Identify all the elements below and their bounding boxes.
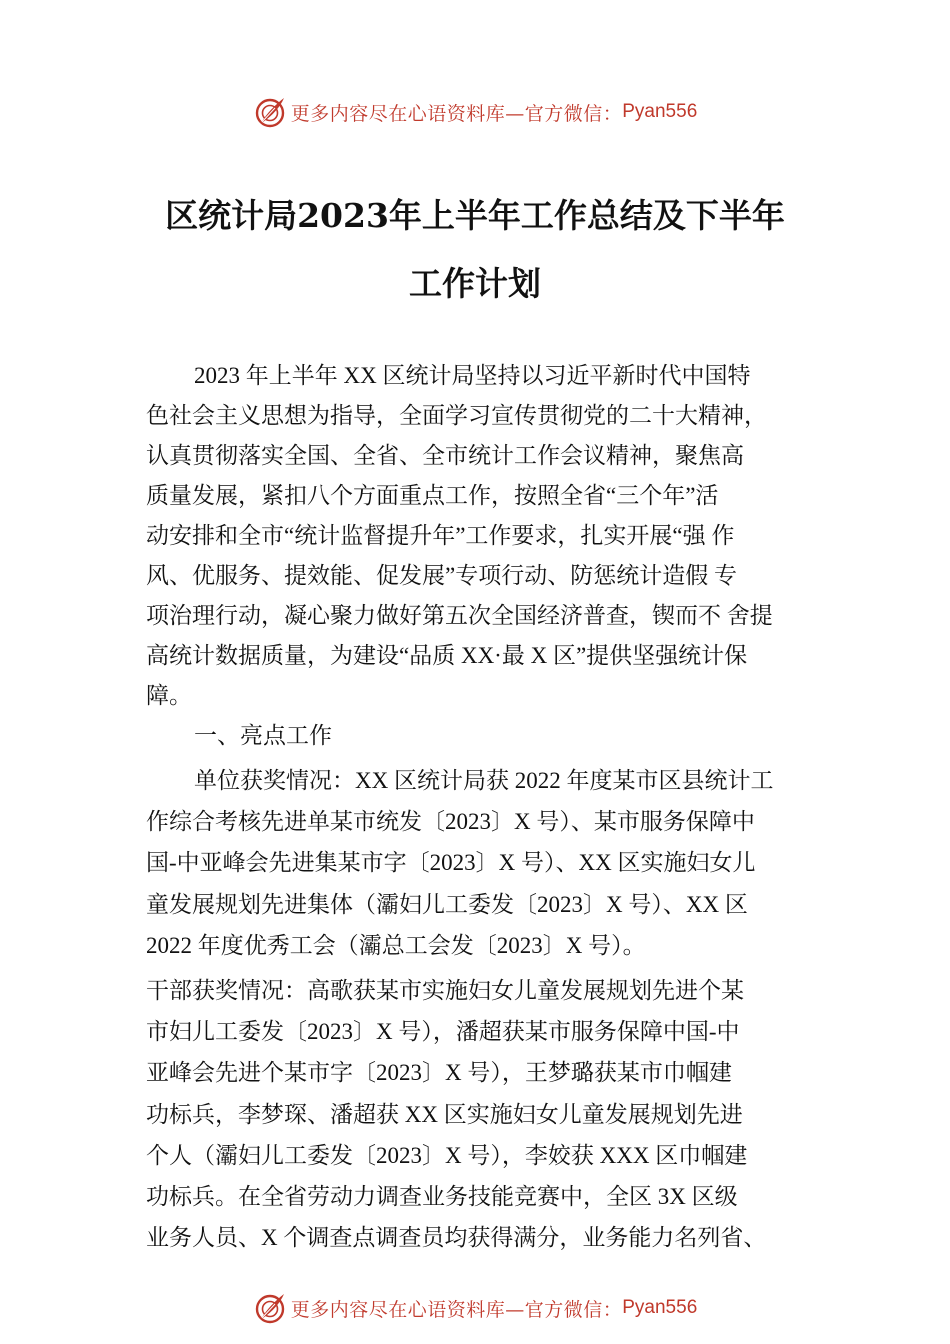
quill-logo-icon (253, 95, 287, 129)
text-line: 干部获奖情况：高歌获某市实施妇女儿童发展规划先进个某 (146, 978, 744, 1003)
footer-banner (0, 1288, 950, 1328)
text-line: 质量发展，紧扣八个方面重点工作，按照全省“三个年”活 (146, 483, 719, 508)
text-line: 功标兵，李梦琛、潘超获 XX 区实施妇女儿童发展规划先进 (146, 1101, 743, 1127)
text-line: 高统计数据质量，为建设“品质 XX·最 X 区”提供坚强统计保 (146, 643, 748, 668)
header-banner (0, 92, 950, 132)
quill-logo-icon (253, 1291, 287, 1325)
banner-text: 更多内容尽在心语资料库—官方微信： (290, 102, 623, 125)
text-line: 认真贯彻落实全国、全省、全市统计工作会议精神，聚焦高 (146, 443, 744, 468)
text-line: 童发展规划先进集体（灞妇儿工委发〔2023〕X 号）、XX 区 (146, 891, 748, 917)
text-line: 动安排和全市“统计监督提升年”工作要求，扎实开展“强 作 (146, 523, 735, 548)
document-title-line-2: 工作计划 (409, 264, 541, 303)
paragraph-intro (146, 356, 846, 756)
document-title-line-1: 区统计局2023年上半年工作总结及下半年 (165, 196, 785, 235)
section-heading: 一、亮点工作 (194, 723, 332, 748)
text-line: 市妇儿工委发〔2023〕X 号），潘超获某市服务保障中国-中 (146, 1019, 740, 1045)
text-line: 色社会主义思想为指导，全面学习宣传贯彻党的二十大精神， (146, 403, 767, 428)
paragraph-unit-awards (146, 760, 846, 966)
text-line: 作综合考核先进单某市统发〔2023〕X 号）、某市服务保障中 (146, 809, 755, 835)
text-line: 障。 (146, 683, 192, 708)
banner-account: Pyan556 (622, 101, 698, 122)
banner-account: Pyan556 (622, 1297, 698, 1318)
text-line: 单位获奖情况：XX 区统计局获 2022 年度某市区县统计工 (194, 768, 774, 793)
text-line: 个人（灞妇儿工委发〔2023〕X 号），李姣获 XXX 区巾帼建 (146, 1142, 748, 1168)
paragraph-staff-awards (146, 970, 846, 1258)
text-line: 功标兵。在全省劳动力调查业务技能竞赛中，全区 3X 区级 (146, 1183, 738, 1209)
text-line: 2022 年度优秀工会（灞总工会发〔2023〕X 号）。 (146, 932, 646, 958)
banner-text: 更多内容尽在心语资料库—官方微信： (290, 1298, 623, 1321)
text-line: 业务人员、X 个调查点调查员均获得满分，业务能力名列省、 (146, 1225, 767, 1251)
text-line: 国-中亚峰会先进集某市字〔2023〕X 号）、XX 区实施妇女儿 (146, 850, 756, 876)
text-line: 亚峰会先进个某市字〔2023〕X 号），王梦璐获某市巾帼建 (146, 1060, 732, 1086)
text-line: 风、优服务、提效能、促发展”专项行动、防惩统计造假 专 (146, 563, 737, 588)
text-line: 项治理行动，凝心聚力做好第五次全国经济普查，锲而不 舍提 (146, 603, 773, 628)
text-line: 2023 年上半年 XX 区统计局坚持以习近平新时代中国特 (194, 363, 751, 388)
